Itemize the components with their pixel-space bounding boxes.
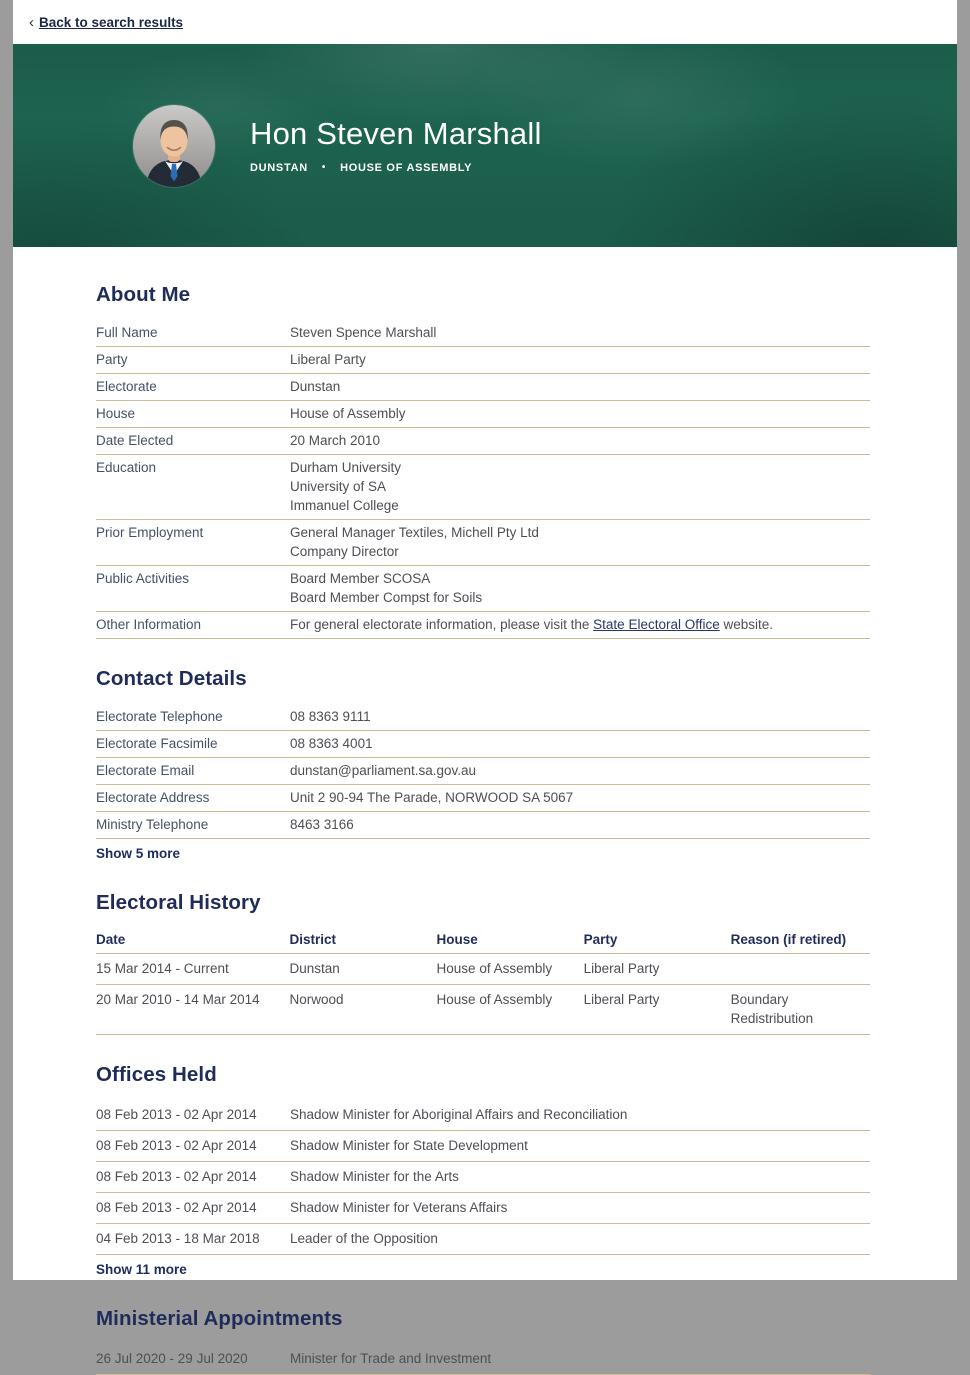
column-header-date: Date: [96, 932, 126, 947]
other-info-prefix: For general electorate information, please visit the: [290, 617, 594, 632]
section-offices-held: [96, 1063, 870, 1279]
section-ministerial-appointments: [96, 1307, 870, 1375]
about-row-party: [96, 347, 870, 374]
office-row: [96, 1224, 870, 1255]
appointment-row: [96, 1344, 870, 1375]
field-value: 20 March 2010: [290, 433, 381, 448]
contact-row-electorate-email: [96, 758, 870, 785]
cell-district: Norwood: [289, 992, 344, 1007]
section-electoral-history: [96, 891, 870, 1035]
section-contact-details: [96, 667, 870, 863]
field-value: [290, 569, 870, 607]
field-value: Unit 2 90-94 The Parade, NORWOOD SA 5067: [290, 790, 574, 805]
office-dates: 08 Feb 2013 - 02 Apr 2014: [96, 1169, 257, 1184]
section-title-contact-details: Contact Details: [96, 667, 247, 690]
field-label: Other Information: [96, 617, 202, 632]
field-value: Liberal Party: [290, 352, 366, 367]
office-dates: 08 Feb 2013 - 02 Apr 2014: [96, 1107, 257, 1122]
cell-house: House of Assembly: [436, 961, 553, 976]
cell-party: Liberal Party: [583, 992, 660, 1007]
back-chevron-icon: ‹: [29, 13, 34, 31]
office-title: Shadow Minister for the Arts: [290, 1169, 459, 1184]
appointment-title: Minister for Trade and Investment: [290, 1351, 492, 1366]
cell-reason: Boundary Redistribution: [730, 992, 814, 1026]
office-title: Leader of the Opposition: [290, 1231, 438, 1246]
section-title-offices-held: Offices Held: [96, 1063, 217, 1086]
office-dates: 08 Feb 2013 - 02 Apr 2014: [96, 1200, 257, 1215]
column-header-party: Party: [583, 932, 618, 947]
about-row-other-information: [96, 612, 870, 639]
member-photo-illustration: [133, 105, 215, 187]
member-heading-block: [250, 117, 542, 173]
state-electoral-office-link[interactable]: State Electoral Office: [593, 617, 720, 632]
show-more-offices-held-button[interactable]: Show 11 more: [96, 1262, 187, 1277]
appointment-dates: 26 Jul 2020 - 29 Jul 2020: [96, 1351, 248, 1366]
field-label: Electorate: [96, 379, 157, 394]
value-line: Board Member SCOSA: [290, 571, 431, 586]
cell-date: 20 Mar 2010 - 14 Mar 2014: [96, 992, 260, 1007]
field-label: Ministry Telephone: [96, 817, 209, 832]
office-dates: 08 Feb 2013 - 02 Apr 2014: [96, 1138, 257, 1153]
value-line: Durham University: [290, 460, 402, 475]
about-row-prior-employment: [96, 520, 870, 566]
field-value: [290, 523, 870, 561]
field-value: Steven Spence Marshall: [290, 325, 437, 340]
contact-row-ministry-telephone: [96, 812, 870, 839]
office-row: [96, 1100, 870, 1131]
value-line: Immanuel College: [290, 498, 399, 513]
field-label: Party: [96, 352, 128, 367]
electoral-history-row: [96, 985, 870, 1035]
section-title-ministerial-appointments: Ministerial Appointments: [96, 1307, 343, 1330]
electoral-history-header-row: [96, 928, 870, 954]
field-value: [290, 458, 870, 515]
cell-district: Dunstan: [289, 961, 340, 976]
top-bar: [13, 0, 957, 44]
column-header-reason: Reason (if retired): [730, 932, 847, 947]
value-line: Board Member Compst for Soils: [290, 590, 483, 605]
field-value: 08 8363 4001: [290, 736, 373, 751]
back-link-label: Back to search results: [39, 14, 184, 30]
field-label: Date Elected: [96, 433, 174, 448]
value-line: General Manager Textiles, Michell Pty Ltd: [290, 525, 539, 540]
field-value: dunstan@parliament.sa.gov.au: [290, 763, 477, 778]
section-about-me: [96, 283, 870, 639]
field-label: Full Name: [96, 325, 158, 340]
office-row: [96, 1193, 870, 1224]
field-label: Electorate Email: [96, 763, 195, 778]
cell-house: House of Assembly: [436, 992, 553, 1007]
show-more-contact-details-button[interactable]: Show 5 more: [96, 846, 181, 861]
member-photo: [133, 105, 215, 187]
field-label: House: [96, 406, 136, 421]
about-row-education: [96, 455, 870, 520]
member-header: [13, 44, 957, 247]
section-title-electoral-history: Electoral History: [96, 891, 261, 914]
member-name: Hon Steven Marshall: [250, 116, 542, 152]
contact-row-electorate-telephone: [96, 704, 870, 731]
field-label: Public Activities: [96, 571, 190, 586]
member-house: HOUSE OF ASSEMBLY: [340, 161, 473, 174]
bullet-separator-icon: •: [321, 162, 327, 174]
about-row-electorate: [96, 374, 870, 401]
field-value: House of Assembly: [290, 406, 406, 421]
about-row-house: [96, 401, 870, 428]
page: [13, 0, 957, 1366]
field-value: [290, 615, 870, 634]
cell-reason: [731, 959, 870, 978]
office-title: Shadow Minister for State Development: [290, 1138, 528, 1153]
value-line: University of SA: [290, 479, 387, 494]
field-value: 8463 3166: [290, 817, 354, 832]
main-content: [13, 247, 957, 1375]
cell-party: Liberal Party: [583, 961, 660, 976]
field-value: Dunstan: [290, 379, 341, 394]
field-label: Prior Employment: [96, 525, 204, 540]
office-title: Shadow Minister for Aboriginal Affairs and Reconciliation: [290, 1107, 628, 1122]
cell-date: 15 Mar 2014 - Current: [96, 961, 229, 976]
field-value: 08 8363 9111: [290, 709, 371, 724]
contact-row-electorate-facsimile: [96, 731, 870, 758]
back-to-search-results-link[interactable]: [29, 15, 183, 30]
column-header-house: House: [436, 932, 478, 947]
field-label: Electorate Address: [96, 790, 210, 805]
electoral-history-row: [96, 954, 870, 985]
contact-row-electorate-address: [96, 785, 870, 812]
field-label: Electorate Telephone: [96, 709, 223, 724]
office-dates: 04 Feb 2013 - 18 Mar 2018: [96, 1231, 260, 1246]
about-row-date-elected: [96, 428, 870, 455]
about-row-full-name: [96, 320, 870, 347]
member-electorate: DUNSTAN: [250, 161, 308, 174]
other-info-suffix: website.: [719, 617, 774, 632]
field-label: Education: [96, 460, 157, 475]
section-title-about-me: About Me: [96, 283, 191, 306]
value-line: Company Director: [290, 544, 399, 559]
office-title: Shadow Minister for Veterans Affairs: [290, 1200, 508, 1215]
field-label: Electorate Facsimile: [96, 736, 218, 751]
office-row: [96, 1162, 870, 1193]
column-header-district: District: [289, 932, 337, 947]
about-row-public-activities: [96, 566, 870, 612]
office-row: [96, 1131, 870, 1162]
member-meta: [250, 162, 542, 174]
